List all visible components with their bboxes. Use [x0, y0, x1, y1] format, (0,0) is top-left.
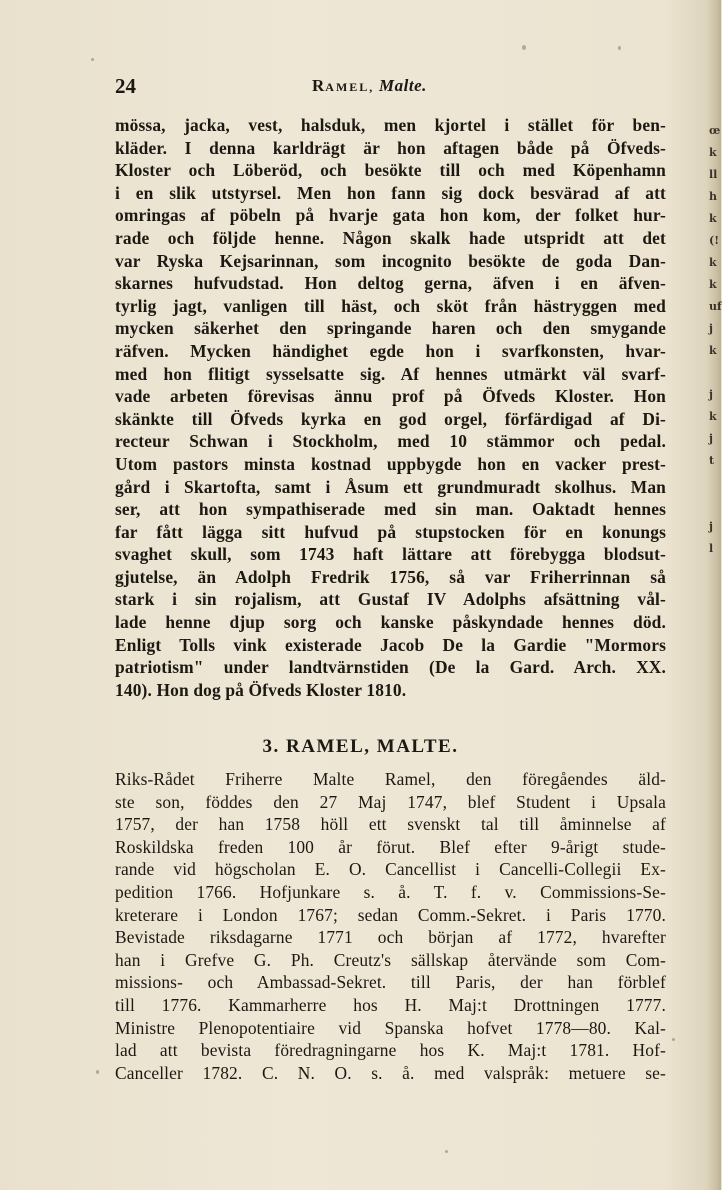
text-line: missions- och Ambassad-Sekret. till Paris, der han förblef — [115, 972, 666, 993]
text-line: mycken säkerhet den springande haren och den smygande — [115, 318, 666, 339]
text-line: rade och följde henne. Någon skalk hade utspridt att det — [115, 227, 666, 248]
text-line: gård i Skartofta, samt i Åsum ett grundmuradt skolhus. Man — [115, 476, 666, 497]
paper-speck — [672, 1038, 675, 1041]
text-line: Utom pastors minsta kostnad uppbygde hon en vacker prest- — [115, 453, 666, 474]
text-line: var Ryska Kejsarinnan, som incognito besökte de goda Dan- — [115, 250, 666, 271]
text-line: Kloster och Löberöd, och besökte till och med Köpenhamn — [115, 160, 666, 181]
text-line: lad att bevista föredragningarne hos K. Maj:t 1781. Hof- — [115, 1040, 666, 1061]
text-line: svaghet skull, som 1743 haft lättare att förebygga blodsut- — [115, 544, 666, 565]
section-heading: 3. RAMEL, MALTE. — [262, 736, 459, 757]
text-line: vade arbeten förevisas ännu prof på Öfveds Kloster. Hon — [115, 386, 666, 407]
text-line: Canceller 1782. C. N. O. s. å. med valspråk: metuere se- — [115, 1062, 666, 1083]
text-line: pedition 1766. Hofjunkare s. å. T. f. v. Commissions-Se- — [115, 881, 666, 902]
text-line: i en slik utstyrsel. Men hon fann sig dock besvärad af att — [115, 182, 666, 203]
text-line: skänkte till Öfveds kyrka en god orgel, förfärdigad af Di- — [115, 408, 666, 429]
text-line: Ministre Plenopotentiaire vid Spanska hofvet 1778—80. Kal- — [115, 1017, 666, 1038]
paper-speck — [96, 1070, 99, 1074]
text-line: gjutelse, än Adolph Fredrik 1756, så var Friherrinnan så — [115, 566, 666, 587]
paper-speck — [91, 58, 94, 61]
text-line: patriotism" under landtvärnstiden (De la Gard. Arch. XX. — [115, 657, 666, 678]
text-line: recteur Schwan i Stockholm, med 10 stämmor och pedal. — [115, 431, 666, 452]
biography-continuation — [115, 114, 666, 701]
text-line: stark i sin rojalism, att Gustaf IV Adolphs afsättning vål- — [115, 589, 666, 610]
text-line: Bevistade riksdagarne 1771 och början af 1772, hvarefter — [115, 927, 666, 948]
text-line: räfven. Mycken händighet egde hon i svarfkonsten, hvar- — [115, 340, 666, 361]
text-line: rande vid högscholan E. O. Cancellist i Cancelli-Collegii Ex- — [115, 859, 666, 880]
text-line: kreterare i London 1767; sedan Comm.-Sekret. i Paris 1770. — [115, 904, 666, 925]
running-title-name: Malte. — [379, 76, 427, 95]
text-line: 1757, der han 1758 höll ett svenskt tal till åminnelse af — [115, 814, 666, 835]
text-line: ste son, föddes den 27 Maj 1747, blef Student i Upsala — [115, 791, 666, 812]
text-line: Enligt Tolls vink existerade Jacob De la Gardie "Mormors — [115, 634, 666, 655]
text-line: till 1776. Kammarherre hos H. Maj:t Drottningen 1777. — [115, 994, 666, 1015]
text-line: med hon flitigt sysselsatte sig. Af hennes utmärkt väl svarf- — [115, 363, 666, 384]
text-line: mössa, jacka, vest, halsduk, men kjortel i stället för ben- — [115, 115, 666, 135]
show-through-marks: œ k ll h k (! k k uf j k j k j t j l — [709, 124, 722, 555]
text-line: 140). Hon dog på Öfveds Kloster 1810. — [115, 679, 407, 700]
page-gutter-edge — [705, 0, 721, 1190]
text-line: skarnes hufvudstad. Hon deltog gerna, äfven i en äfven- — [115, 273, 666, 294]
paper-speck — [445, 1150, 448, 1153]
running-title-initial: R — [312, 76, 326, 95]
page-number: 24 — [115, 74, 136, 98]
text-line: lade henne djup sorg och kanske påskyndade hennes död. — [115, 612, 666, 633]
text-line: Riks-Rådet Friherre Malte Ramel, den föregåendes äld- — [115, 769, 666, 789]
text-line: omringas af pöbeln på hvarje gata hon kom, der folket hur- — [115, 205, 666, 226]
text-line: far fått lägga sitt hufvud på stupstocken för en konungs — [115, 521, 666, 542]
paper-speck — [522, 45, 526, 50]
text-line: ser, att hon sympathiserade med sin man. Oaktadt hennes — [115, 499, 666, 520]
paper-speck — [618, 46, 621, 50]
running-title — [312, 76, 427, 96]
biography-malte-ramel — [115, 768, 666, 1084]
page-header — [115, 74, 665, 102]
running-title-rest: AMEL, — [325, 80, 375, 94]
text-line: Roskildska freden 100 år förut. Blef efter 9-årigt stude- — [115, 836, 666, 857]
text-line: kläder. I denna karldrägt är hon aftagen både på Öfveds- — [115, 137, 666, 158]
text-line: han i Grefve G. Ph. Creutz's sällskap återvände som Com- — [115, 949, 666, 970]
text-line: tyrlig jagt, vanligen till häst, och sköt från hästryggen med — [115, 295, 666, 316]
